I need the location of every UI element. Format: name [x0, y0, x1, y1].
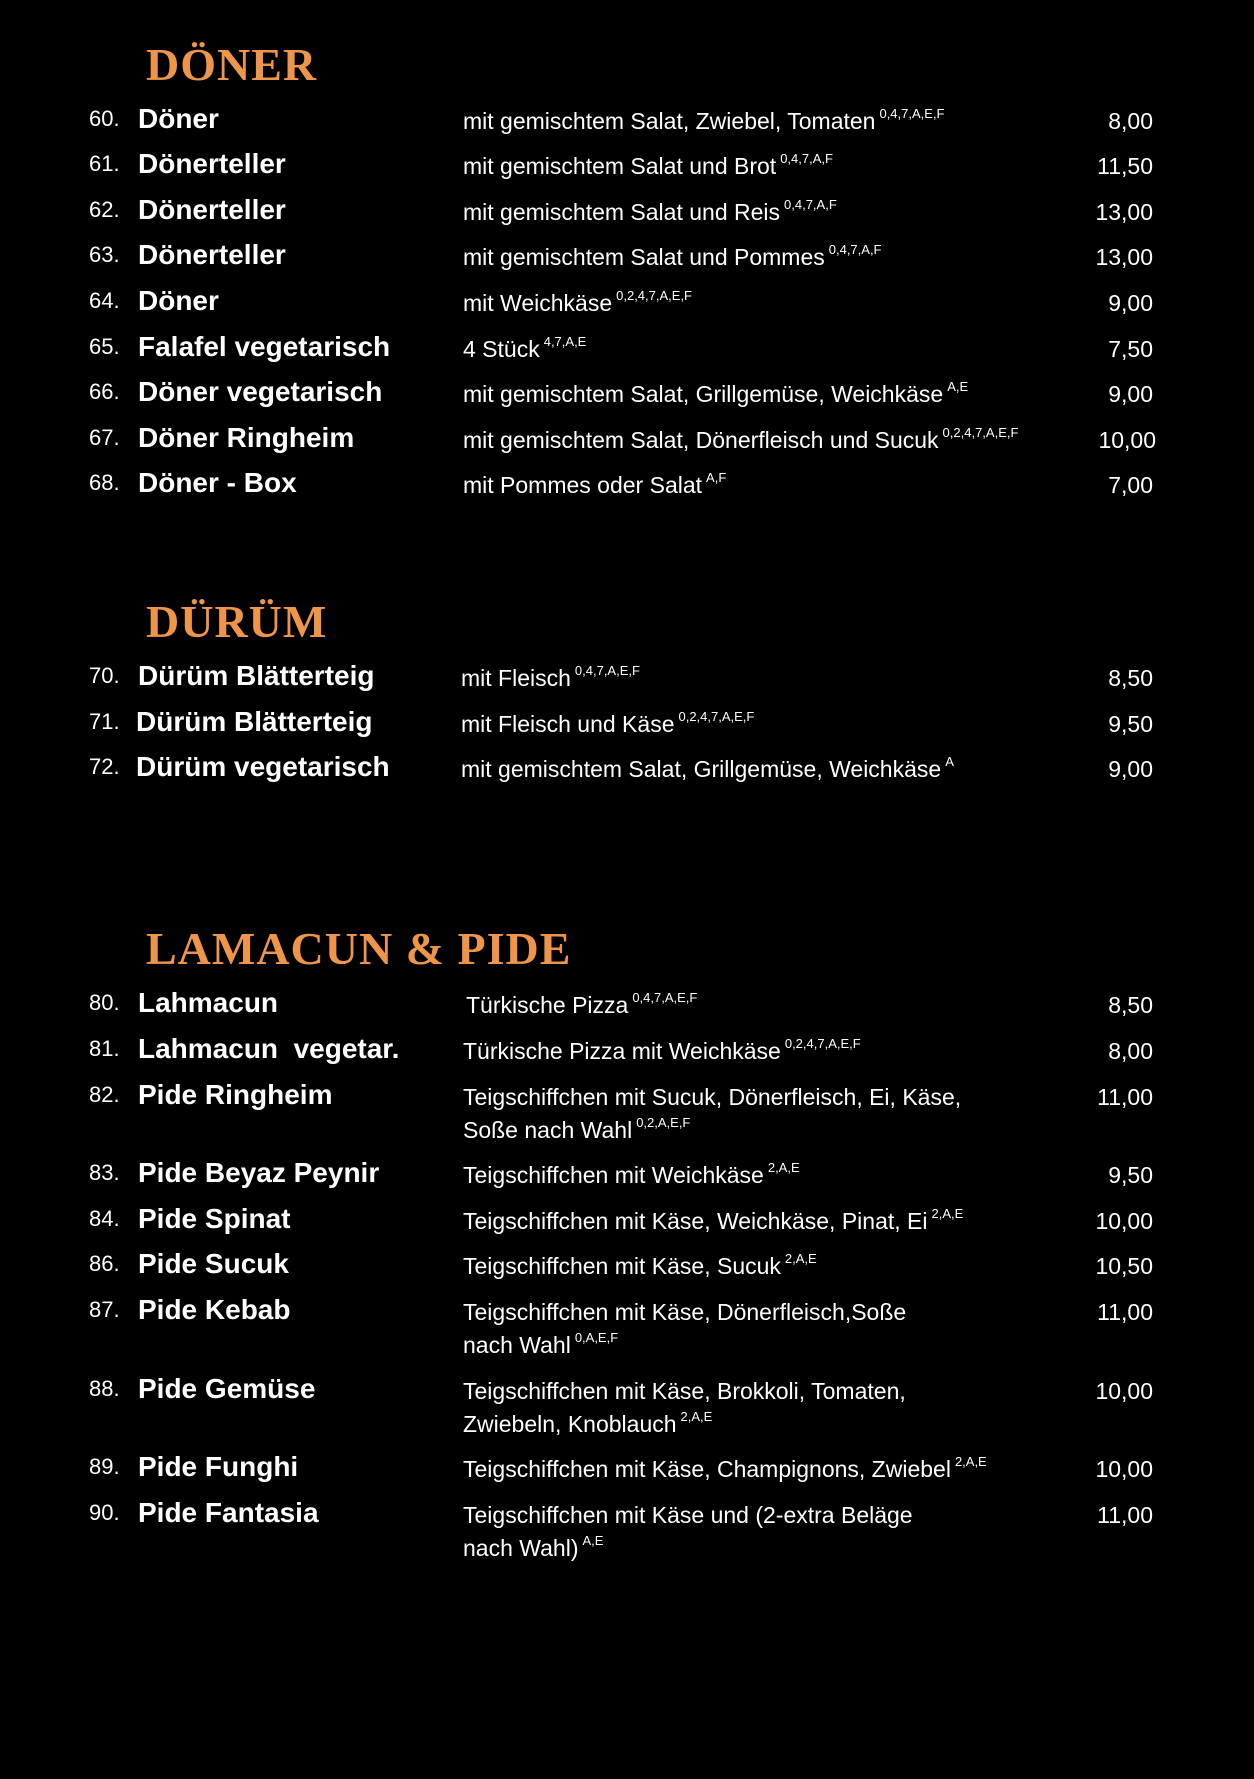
item-number: 72.	[89, 754, 120, 779]
item-name: Pide Spinat	[138, 1203, 291, 1234]
item-price: 11,00	[1097, 1502, 1153, 1528]
item-name: Pide Funghi	[138, 1451, 299, 1482]
item-description-text: Teigschiffchen mit Käse, Dönerfleisch,Soße nach Wahl	[463, 1299, 907, 1358]
item-description-text: Teigschiffchen mit Sucuk, Dönerfleisch, Ei, Käse, Soße nach Wahl	[463, 1084, 962, 1143]
item-allergens: 0,2,4,7,A,E,F	[942, 425, 1019, 440]
menu-item	[0, 422, 1254, 462]
item-allergens: 2,A,E	[767, 1160, 800, 1175]
item-number: 68.	[89, 470, 120, 495]
item-name: Pide Gemüse	[138, 1373, 316, 1404]
item-description	[463, 1205, 1003, 1241]
item-description	[463, 1250, 1003, 1286]
item-description	[463, 1035, 1003, 1071]
item-allergens: 0,4,7,A,E,F	[574, 663, 640, 678]
menu-item	[0, 285, 1254, 325]
item-description	[463, 333, 1003, 369]
item-price: 9,50	[1108, 711, 1153, 737]
item-description	[463, 287, 1003, 323]
item-allergens: 0,2,4,7,A,E,F	[616, 288, 692, 303]
item-description	[463, 1296, 933, 1365]
item-description-text: Teigschiffchen mit Käse, Weichkäse, Pinat, Ei	[463, 1208, 928, 1234]
item-number: 71.	[89, 709, 120, 734]
item-description	[463, 1453, 1003, 1489]
item-price: 10,00	[1098, 427, 1156, 453]
item-price: 8,50	[1108, 665, 1153, 691]
item-price: 9,00	[1108, 756, 1153, 782]
item-price: 10,50	[1095, 1253, 1153, 1279]
item-allergens: 0,4,7,A,E,F	[632, 990, 698, 1005]
item-number: 86.	[89, 1251, 120, 1276]
item-allergens: 2,A,E	[784, 1251, 817, 1266]
section-title-duerum: DÜRÜM	[146, 596, 328, 647]
item-number: 87.	[89, 1297, 120, 1322]
item-name: Dürüm vegetarisch	[136, 751, 390, 782]
item-description-text: mit gemischtem Salat, Dönerfleisch und Sucuk	[463, 427, 939, 453]
item-price: 10,00	[1095, 1208, 1153, 1234]
item-number: 64.	[89, 288, 120, 313]
item-name: Pide Ringheim	[138, 1079, 333, 1110]
item-description-text: 4 Stück	[463, 336, 540, 362]
item-number: 90.	[89, 1500, 120, 1525]
item-description-text: Teigschiffchen mit Käse, Sucuk	[463, 1253, 781, 1279]
menu-item	[0, 1294, 1254, 1358]
item-allergens: 0,2,4,7,A,E,F	[784, 1036, 861, 1051]
item-description	[463, 150, 1003, 186]
item-allergens: 0,4,7,A,F	[784, 197, 837, 212]
item-description-text: Teigschiffchen mit Käse und (2-extra Beläge nach Wahl)	[463, 1502, 913, 1561]
section-title-lamacun-pide: LAMACUN & PIDE	[146, 923, 572, 974]
item-description	[461, 662, 1001, 698]
item-number: 82.	[89, 1082, 120, 1107]
item-number: 83.	[89, 1160, 120, 1185]
item-description	[463, 1499, 953, 1568]
item-description-text: mit gemischtem Salat und Pommes	[463, 244, 825, 270]
menu-item	[0, 376, 1254, 416]
item-allergens: A,E	[947, 379, 969, 394]
item-allergens: 2,A,E	[954, 1454, 987, 1469]
item-description	[463, 196, 1003, 232]
item-allergens: 0,2,4,7,A,E,F	[678, 709, 755, 724]
item-price: 8,00	[1108, 1038, 1153, 1064]
section-title-doener: DÖNER	[146, 39, 318, 90]
item-allergens: 4,7,A,E	[543, 334, 587, 349]
item-description-text: mit Fleisch	[461, 665, 571, 691]
item-number: 70.	[89, 663, 120, 688]
item-price: 7,00	[1108, 472, 1153, 498]
menu-item	[0, 1157, 1254, 1197]
item-price: 10,00	[1095, 1378, 1153, 1404]
item-allergens: 0,4,7,A,E,F	[879, 106, 945, 121]
item-description	[463, 469, 1003, 505]
item-description	[463, 1375, 953, 1444]
item-description-text: mit Weichkäse	[463, 290, 613, 316]
item-allergens: 0,4,7,A,F	[780, 151, 833, 166]
item-number: 65.	[89, 334, 120, 359]
item-name: Lahmacun vegetar.	[138, 1033, 400, 1064]
item-description-text: Türkische Pizza	[466, 992, 629, 1018]
item-name: Pide Beyaz Peynir	[138, 1157, 380, 1188]
item-number: 67.	[89, 425, 120, 450]
item-price: 13,00	[1095, 244, 1153, 270]
menu-item	[0, 467, 1254, 507]
item-name: Döner - Box	[138, 467, 297, 498]
item-description-text: Teigschiffchen mit Weichkäse	[463, 1162, 764, 1188]
item-price: 11,50	[1097, 153, 1153, 179]
item-description	[461, 708, 1001, 744]
menu-item	[0, 1079, 1254, 1143]
item-number: 62.	[89, 197, 120, 222]
item-name: Dönerteller	[138, 148, 286, 179]
item-price: 8,00	[1108, 108, 1153, 134]
menu-item	[0, 1248, 1254, 1288]
item-description-text: mit gemischtem Salat und Reis	[463, 199, 781, 225]
menu-item	[0, 660, 1254, 700]
item-number: 81.	[89, 1036, 120, 1061]
item-description-text: mit Pommes oder Salat	[463, 472, 703, 498]
item-price: 13,00	[1095, 199, 1153, 225]
item-name: Lahmacun	[138, 987, 279, 1018]
item-allergens: 0,A,E,F	[574, 1330, 619, 1345]
item-number: 80.	[89, 990, 120, 1015]
item-description	[461, 753, 1001, 789]
item-description-text: Türkische Pizza mit Weichkäse	[463, 1038, 781, 1064]
item-description-text: Teigschiffchen mit Käse, Brokkoli, Tomaten, Zwiebeln, Knoblauch	[463, 1378, 906, 1437]
item-name: Falafel vegetarisch	[138, 331, 391, 362]
menu-item	[0, 1373, 1254, 1437]
item-allergens: A,F	[706, 470, 727, 485]
item-price: 7,50	[1108, 336, 1153, 362]
item-name: Dürüm Blätterteig	[138, 660, 375, 691]
item-allergens: A	[945, 754, 954, 769]
item-description-text: mit gemischtem Salat, Zwiebel, Tomaten	[463, 108, 876, 134]
menu-item	[0, 239, 1254, 279]
item-description	[463, 1081, 983, 1150]
item-number: 61.	[89, 151, 120, 176]
item-name: Pide Fantasia	[138, 1497, 319, 1528]
menu-item	[0, 194, 1254, 234]
item-number: 60.	[89, 106, 120, 131]
menu-item	[0, 1497, 1254, 1561]
item-description-text: mit gemischtem Salat, Grillgemüse, Weichkäse	[463, 381, 944, 407]
item-description	[466, 989, 1006, 1025]
item-description	[463, 105, 1003, 141]
item-name: Döner vegetarisch	[138, 376, 383, 407]
menu-item	[0, 1203, 1254, 1243]
menu-item	[0, 1033, 1254, 1073]
item-number: 88.	[89, 1376, 120, 1401]
item-name: Döner Ringheim	[138, 422, 355, 453]
menu-item	[0, 706, 1254, 746]
item-name: Pide Kebab	[138, 1294, 291, 1325]
item-description-text: mit gemischtem Salat und Brot	[463, 153, 777, 179]
item-name: Döner	[138, 285, 219, 316]
item-price: 8,50	[1108, 992, 1153, 1018]
menu-item	[0, 103, 1254, 143]
item-allergens: 0,4,7,A,F	[828, 242, 882, 257]
item-description-text: Teigschiffchen mit Käse, Champignons, Zwiebel	[463, 1456, 951, 1482]
item-allergens: 0,2,A,E,F	[636, 1115, 691, 1130]
item-number: 84.	[89, 1206, 120, 1231]
item-allergens: A,E	[582, 1533, 604, 1548]
menu-item	[0, 1451, 1254, 1491]
menu-item	[0, 148, 1254, 188]
item-price: 10,00	[1095, 1456, 1153, 1482]
item-price: 9,00	[1108, 290, 1153, 316]
item-name: Döner	[138, 103, 219, 134]
item-allergens: 2,A,E	[680, 1409, 713, 1424]
item-price: 9,50	[1108, 1162, 1153, 1188]
menu-item	[0, 751, 1254, 791]
menu-item	[0, 331, 1254, 371]
item-number: 63.	[89, 242, 120, 267]
menu-item	[0, 987, 1254, 1027]
item-price: 11,00	[1097, 1299, 1153, 1325]
item-description	[463, 1159, 1003, 1195]
item-allergens: 2,A,E	[931, 1206, 964, 1221]
item-name: Dürüm Blätterteig	[136, 706, 373, 737]
item-price: 9,00	[1108, 381, 1153, 407]
item-description-text: mit gemischtem Salat, Grillgemüse, Weichkäse	[461, 756, 942, 782]
item-name: Dönerteller	[138, 194, 286, 225]
item-name: Pide Sucuk	[138, 1248, 289, 1279]
item-description	[463, 241, 1003, 277]
item-number: 66.	[89, 379, 120, 404]
item-price: 11,00	[1097, 1084, 1153, 1110]
item-description	[463, 424, 1063, 460]
item-number: 89.	[89, 1454, 120, 1479]
item-description	[463, 378, 1003, 414]
item-name: Dönerteller	[138, 239, 286, 270]
item-description-text: mit Fleisch und Käse	[461, 711, 675, 737]
